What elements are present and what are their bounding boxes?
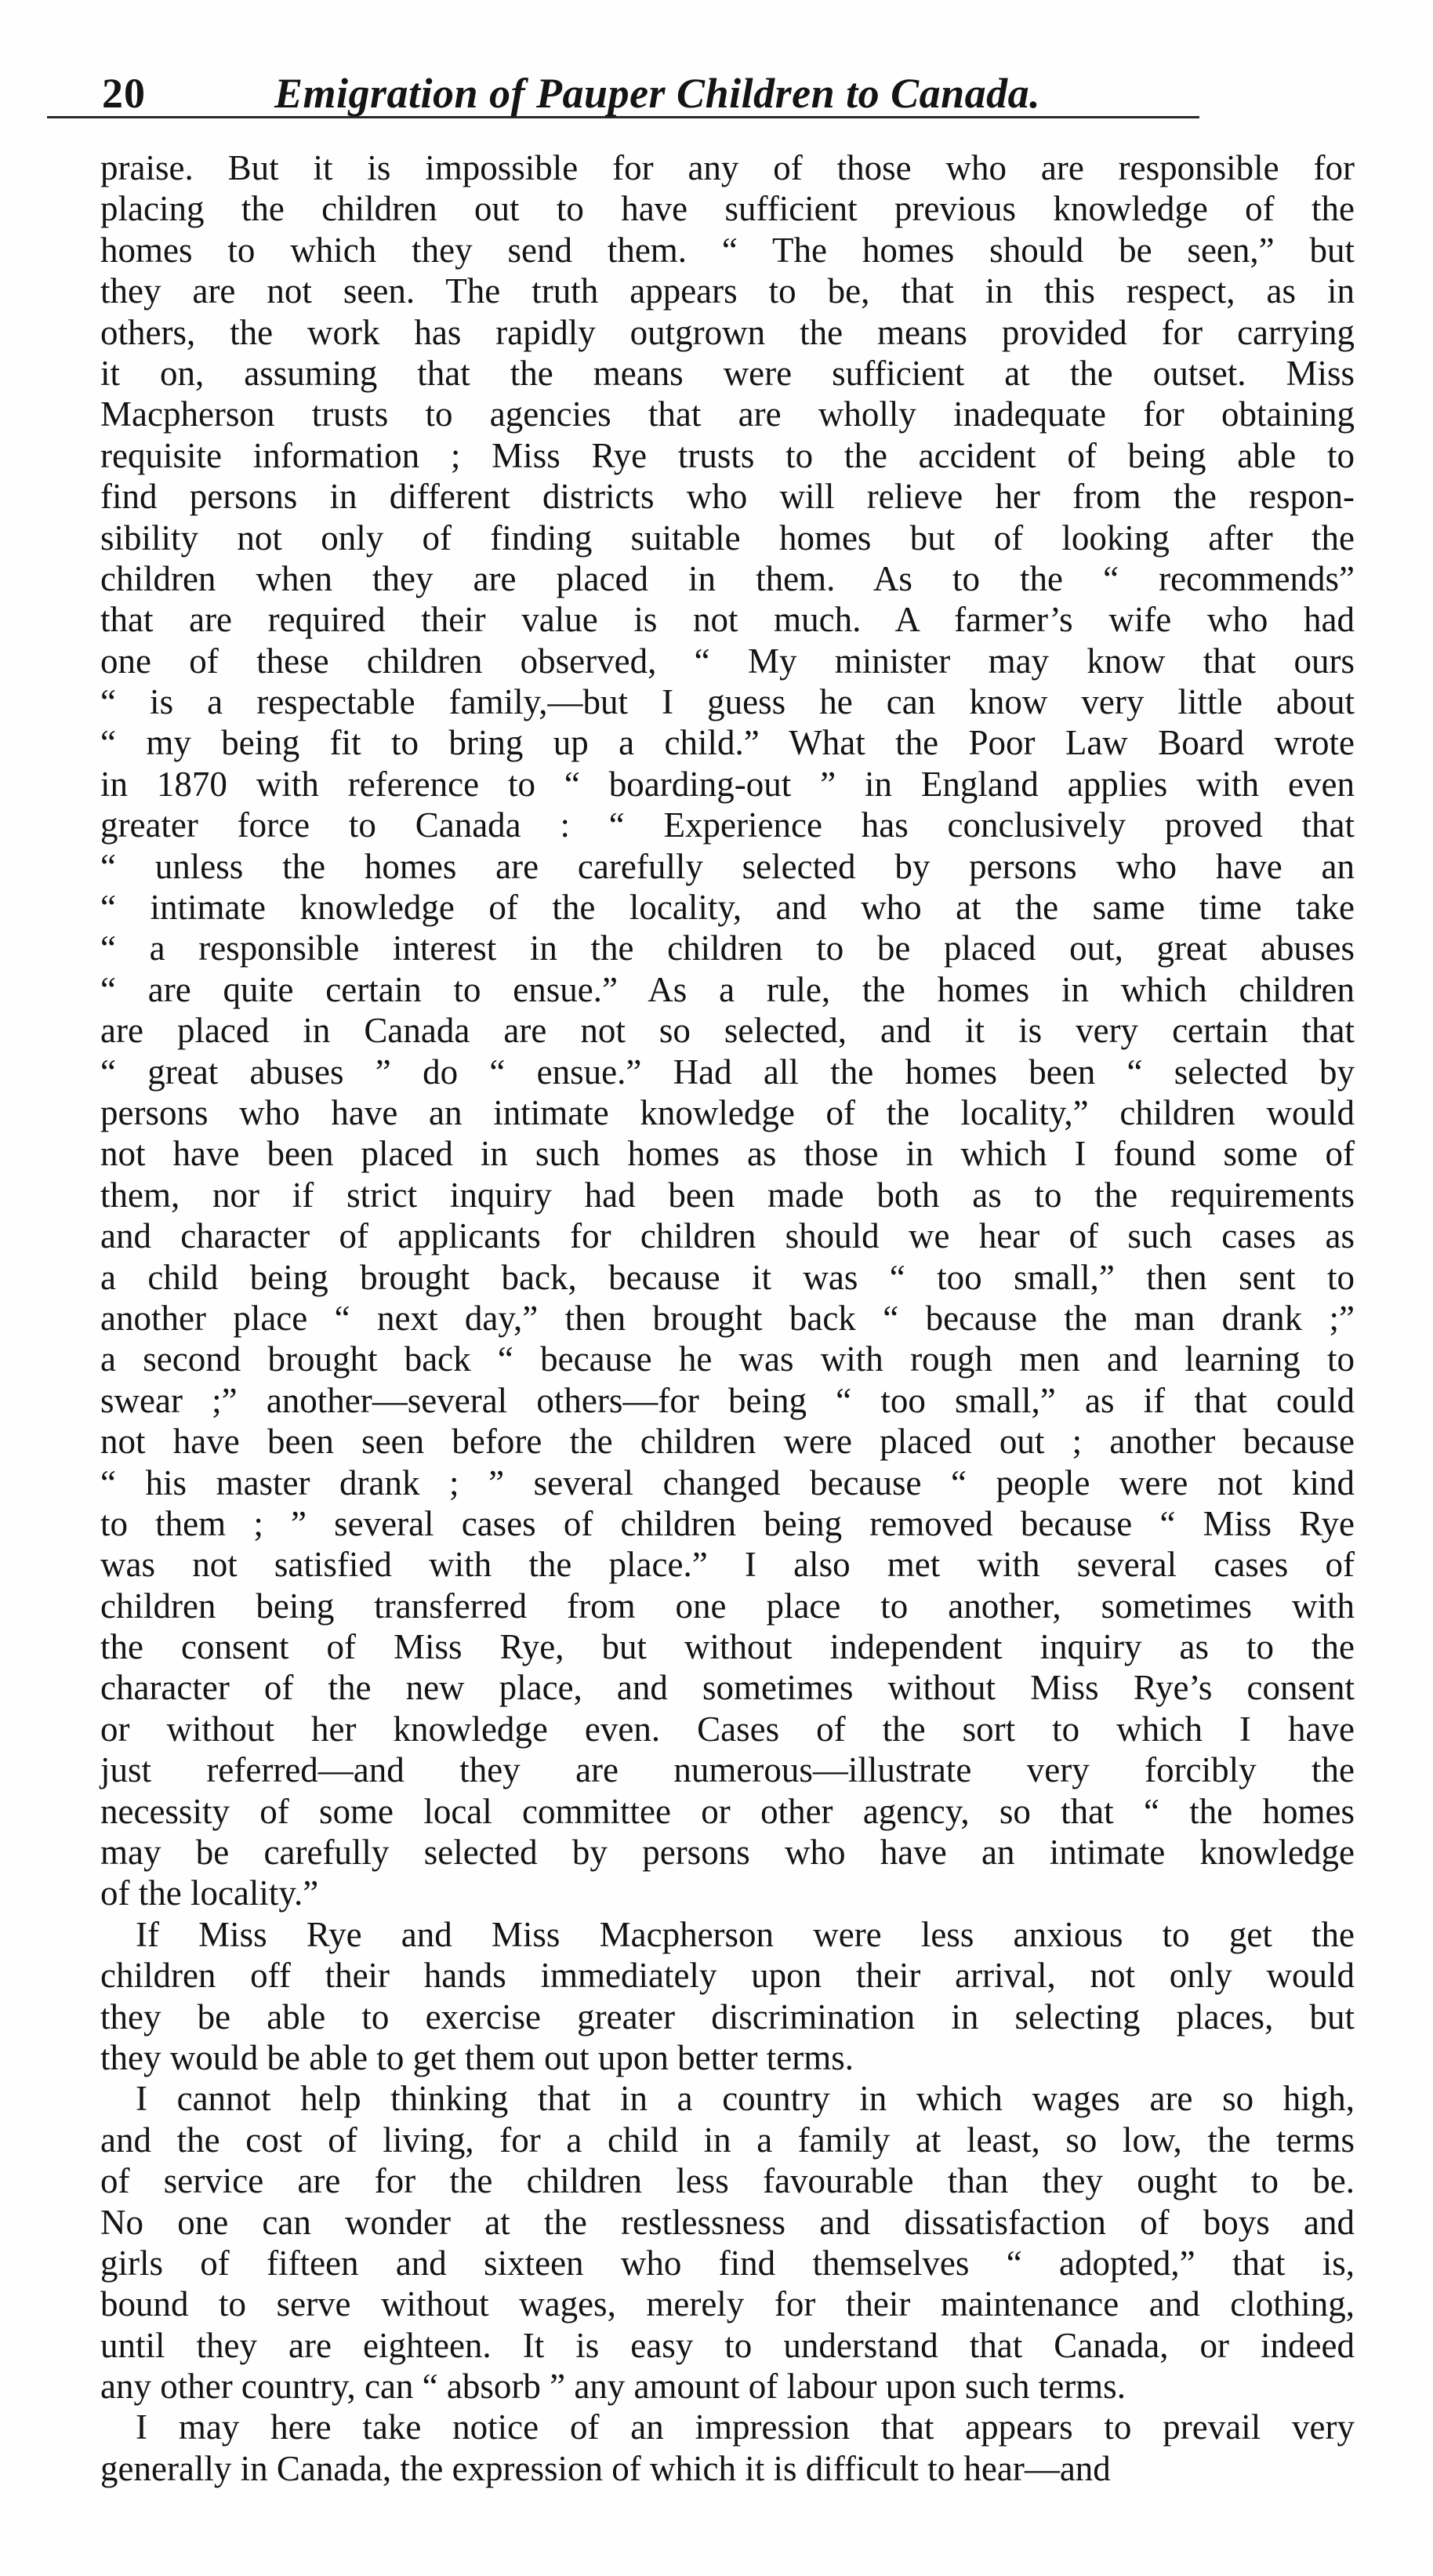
text-line: the consent of Miss Rye, but without independent inquiry as to the bbox=[100, 1627, 1355, 1667]
text-line: children when they are placed in them. As to the “ recommends” bbox=[100, 558, 1355, 598]
text-line: children off their hands immediately upon their arrival, not only would bbox=[100, 1956, 1355, 1996]
text-line: praise. But it is impossible for any of those who are responsible for bbox=[100, 148, 1355, 187]
text-line: others, the work has rapidly outgrown the means provided for carrying bbox=[100, 312, 1355, 352]
text-line: generally in Canada, the expression of which it is difficult to hear—and bbox=[100, 2448, 1111, 2488]
text-line: sibility not only of finding suitable homes but of looking after the bbox=[100, 518, 1355, 558]
text-line: girls of fifteen and sixteen who find themselves “ adopted,” that is, bbox=[100, 2243, 1355, 2283]
text-line: it on, assuming that the means were sufficient at the outset. Miss bbox=[100, 353, 1355, 393]
text-line: find persons in different districts who will relieve her from the respon- bbox=[100, 477, 1355, 517]
text-line: I cannot help thinking that in a country in which wages are so high, bbox=[136, 2079, 1355, 2119]
body-text bbox=[100, 147, 1355, 2489]
paragraph bbox=[100, 2078, 1355, 2407]
text-line: they be able to exercise greater discrimination in selecting places, but bbox=[100, 1996, 1355, 2036]
text-line: and character of applicants for children should we hear of such cases as bbox=[100, 1216, 1355, 1256]
text-line: that are required their value is not much. A farmer’s wife who had bbox=[100, 600, 1355, 640]
text-line: they are not seen. The truth appears to be, that in this respect, as in bbox=[100, 271, 1355, 311]
text-line: “ his master drank ; ” several changed because “ people were not kind bbox=[100, 1462, 1355, 1502]
page-number: 20 bbox=[102, 70, 146, 117]
text-line: greater force to Canada : “ Experience has conclusively proved that bbox=[100, 805, 1355, 845]
text-line: just referred—and they are numerous—illustrate very forcibly the bbox=[100, 1750, 1355, 1790]
paragraph bbox=[100, 1914, 1355, 2079]
running-title: Emigration of Pauper Children to Canada. bbox=[274, 70, 1041, 117]
text-line: “ intimate knowledge of the locality, and who at the same time take bbox=[100, 888, 1355, 928]
text-line: not have been placed in such homes as those in which I found some of bbox=[100, 1134, 1355, 1174]
text-line: was not satisfied with the place.” I also met with several cases of bbox=[100, 1545, 1355, 1585]
text-line: If Miss Rye and Miss Macpherson were less anxious to get the bbox=[136, 1914, 1355, 1954]
text-line: a child being brought back, because it was “ too small,” then sent to bbox=[100, 1257, 1355, 1297]
text-line: and the cost of living, for a child in a family at least, so low, the terms bbox=[100, 2120, 1355, 2160]
text-line: homes to which they send them. “ The homes should be seen,” but bbox=[100, 230, 1355, 270]
text-line: children being transferred from one place to another, sometimes with bbox=[100, 1586, 1355, 1626]
text-line: necessity of some local committee or other agency, so that “ the homes bbox=[100, 1791, 1355, 1831]
text-line: to them ; ” several cases of children being removed because “ Miss Rye bbox=[100, 1503, 1355, 1543]
text-line: requisite information ; Miss Rye trusts to the accident of being able to bbox=[100, 435, 1355, 475]
text-line: “ is a respectable family,—but I guess he can know very little about bbox=[100, 682, 1355, 722]
text-line: “ a responsible interest in the children to be placed out, great abuses bbox=[100, 928, 1355, 968]
text-line: a second brought back “ because he was with rough men and learning to bbox=[100, 1339, 1355, 1379]
text-line: “ are quite certain to ensue.” As a rule, the homes in which children bbox=[100, 969, 1355, 1009]
paragraph bbox=[100, 2407, 1355, 2489]
text-line: of the locality.” bbox=[100, 1873, 319, 1913]
text-line: any other country, can “ absorb ” any amount of labour upon such terms. bbox=[100, 2367, 1126, 2407]
text-line: them, nor if strict inquiry had been made both as to the requirements bbox=[100, 1175, 1355, 1215]
text-line: in 1870 with reference to “ boarding-out ” in England applies with even bbox=[100, 764, 1355, 804]
running-header bbox=[47, 66, 1199, 118]
text-line: I may here take notice of an impression that appears to prevail very bbox=[136, 2407, 1355, 2447]
text-line: No one can wonder at the restlessness and dissatisfaction of boys and bbox=[100, 2202, 1355, 2242]
text-line: or without her knowledge even. Cases of the sort to which I have bbox=[100, 1709, 1355, 1749]
text-line: bound to serve without wages, merely for their maintenance and clothing, bbox=[100, 2284, 1355, 2324]
text-line: another place “ next day,” then brought back “ because the man drank ;” bbox=[100, 1298, 1355, 1338]
text-line: persons who have an intimate knowledge of the locality,” children would bbox=[100, 1092, 1355, 1132]
paragraph bbox=[100, 147, 1355, 1914]
text-line: until they are eighteen. It is easy to understand that Canada, or indeed bbox=[100, 2325, 1355, 2365]
text-line: may be carefully selected by persons who have an intimate knowledge bbox=[100, 1833, 1355, 1873]
text-line: they would be able to get them out upon better terms. bbox=[100, 2037, 854, 2077]
text-line: not have been seen before the children were placed out ; another because bbox=[100, 1422, 1355, 1462]
text-line: “ my being fit to bring up a child.” What the Poor Law Board wrote bbox=[100, 723, 1355, 763]
text-line: character of the new place, and sometimes without Miss Rye’s consent bbox=[100, 1668, 1355, 1708]
text-line: one of these children observed, “ My minister may know that ours bbox=[100, 641, 1355, 681]
text-line: “ unless the homes are carefully selected by persons who have an bbox=[100, 846, 1355, 886]
text-line: are placed in Canada are not so selected, and it is very certain that bbox=[100, 1011, 1355, 1051]
text-line: “ great abuses ” do “ ensue.” Had all the homes been “ selected by bbox=[100, 1052, 1355, 1092]
text-line: swear ;” another—several others—for being “ too small,” as if that could bbox=[100, 1380, 1355, 1420]
text-line: of service are for the children less favourable than they ought to be. bbox=[100, 2161, 1355, 2201]
text-line: placing the children out to have sufficient previous knowledge of the bbox=[100, 189, 1355, 229]
text-line: Macpherson trusts to agencies that are wholly inadequate for obtaining bbox=[100, 394, 1355, 434]
